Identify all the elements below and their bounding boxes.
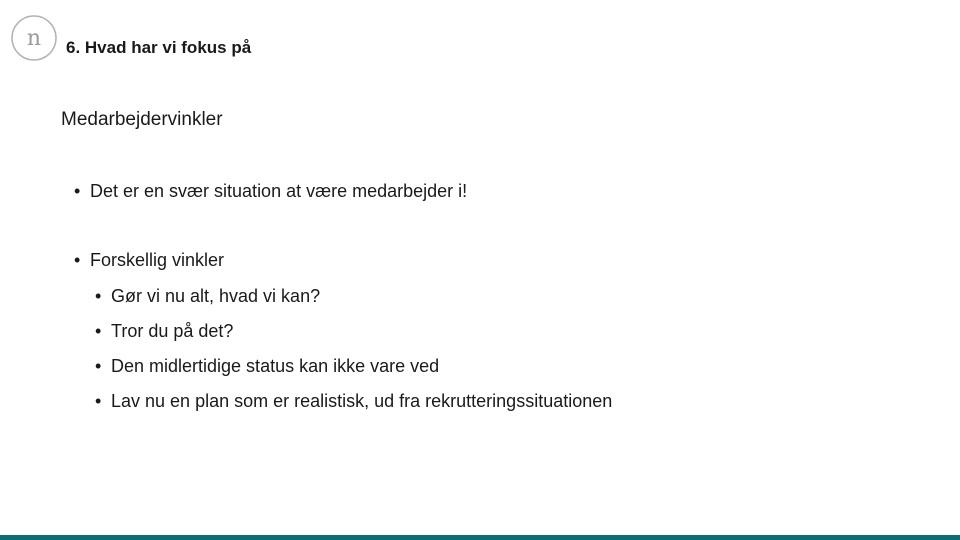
list-item-text: Forskellig vinkler: [90, 250, 225, 270]
bullet-glyph: •: [95, 286, 102, 306]
footer-bar: [0, 535, 960, 540]
sub-list-item: [95, 391, 612, 412]
logo-letter: n: [26, 26, 42, 51]
section-heading: Medarbejdervinkler: [61, 109, 223, 130]
bullet-glyph: •: [95, 356, 102, 376]
sub-list-item: [95, 286, 320, 307]
logo: [10, 14, 58, 62]
bullet-glyph: •: [74, 181, 81, 201]
bullet-glyph: •: [95, 391, 102, 411]
list-item-text: Det er en svær situation at være medarbejder i!: [90, 181, 468, 201]
list-item: [74, 181, 467, 202]
bullet-glyph: •: [95, 321, 102, 341]
sub-list-item: [95, 356, 439, 377]
sub-list-item-text: Tror du på det?: [111, 321, 234, 341]
sub-list-item: [95, 321, 233, 342]
bullet-glyph: •: [74, 250, 81, 270]
sub-list-item-text: Den midlertidige status kan ikke vare ved: [111, 356, 440, 376]
list-item: [74, 250, 224, 271]
page-title: 6. Hvad har vi fokus på: [66, 38, 252, 57]
sub-list-item-text: Gør vi nu alt, hvad vi kan?: [111, 286, 321, 306]
sub-list-item-text: Lav nu en plan som er realistisk, ud fra rekrutteringssituationen: [111, 391, 613, 411]
